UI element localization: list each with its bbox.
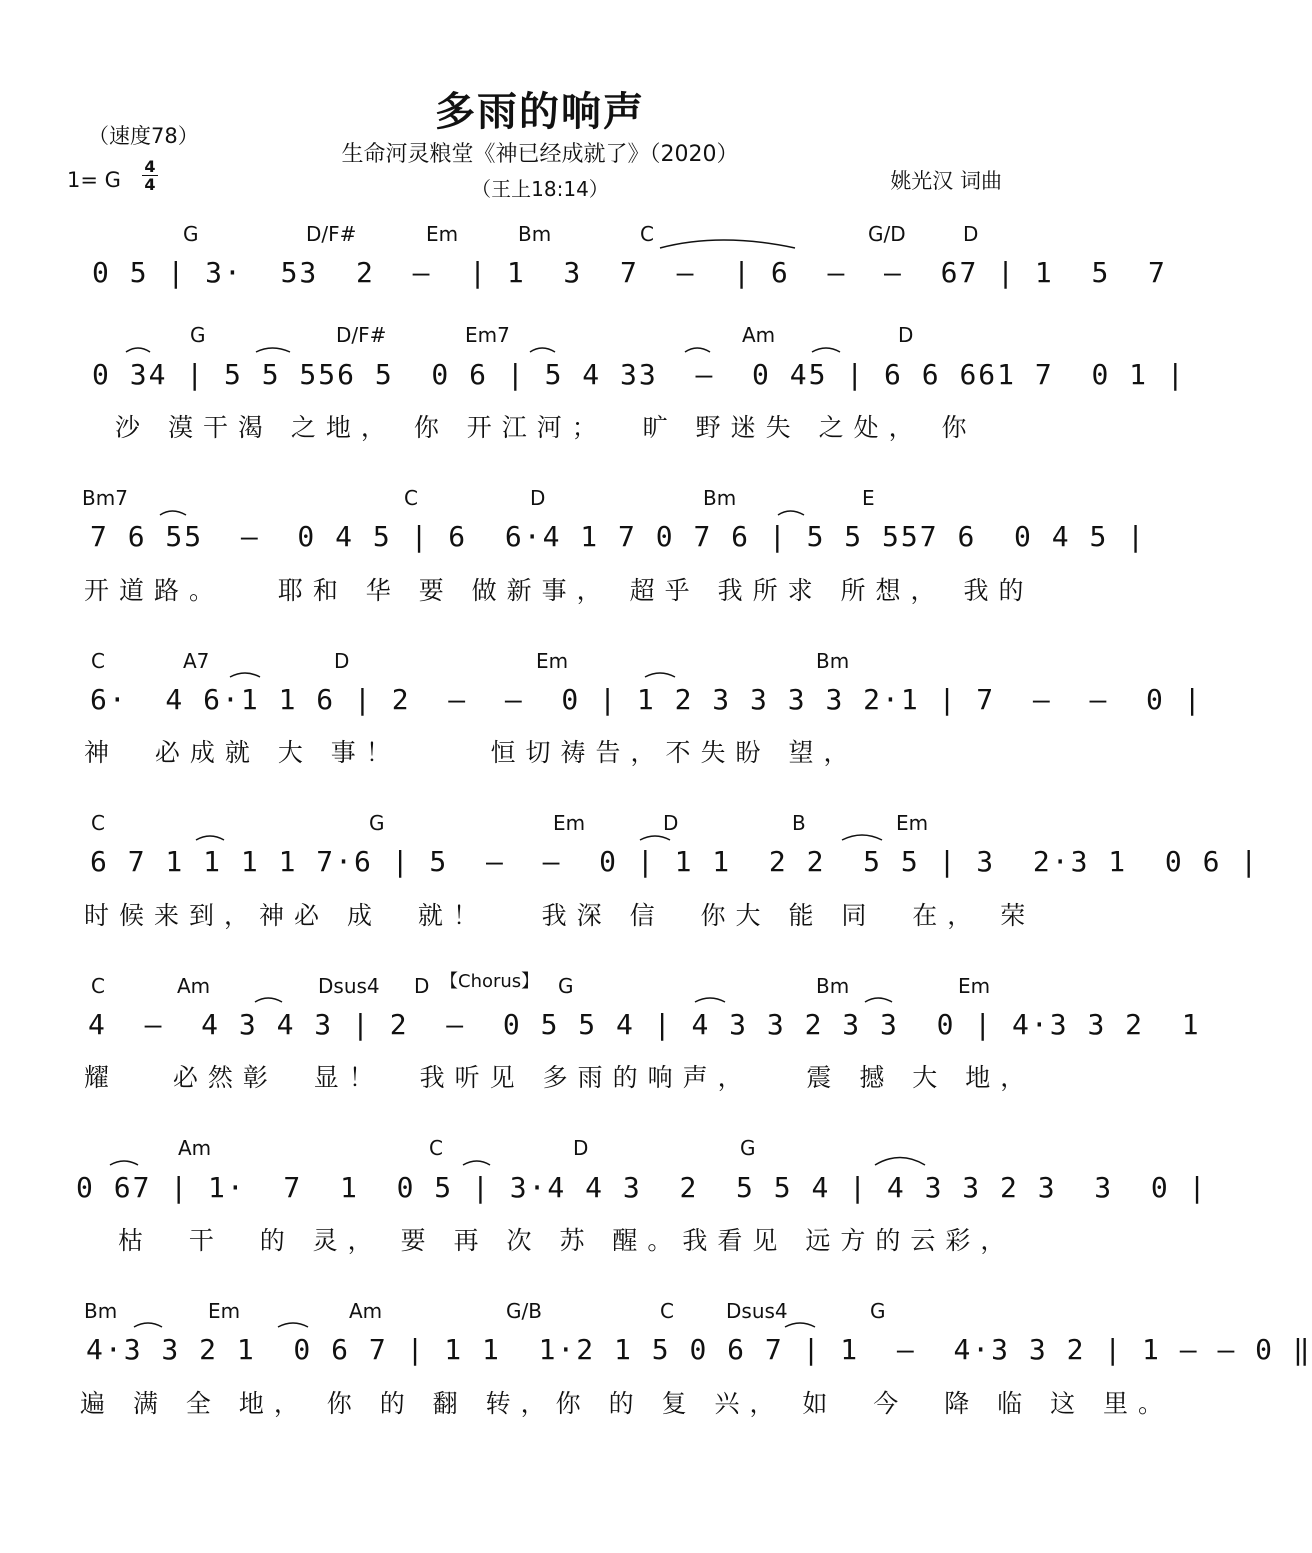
chord: Em bbox=[208, 1299, 241, 1323]
slur-arc bbox=[530, 348, 555, 352]
chord: Em bbox=[958, 974, 991, 998]
chord: A7 bbox=[183, 649, 210, 673]
notation-line: 6· 4 6·1 1 6 | 2 – – 0 | 1 2 3 3 3 3 2·1 | 7 – – 0 | bbox=[90, 683, 1203, 716]
chord: D bbox=[573, 1136, 589, 1160]
chord: D bbox=[414, 974, 430, 998]
notation-line: 0 67 | 1· 7 1 0 5 | 3·4 4 3 2 5 5 4 | 4 3 3 2 3 3 0 | bbox=[76, 1171, 1208, 1204]
lyric-line: 遍 满 全 地， 你 的 翻 转，你 的 复 兴， 如 今 降 临 这 里。 bbox=[80, 1389, 1174, 1418]
lyric-line: 枯 干 的 灵， 要 再 次 苏 醒。我看见 远方的云彩， bbox=[100, 1226, 1016, 1255]
slur-arc bbox=[875, 1158, 925, 1166]
lyric-line: 耀 必然彰 显！ 我听见 多雨的响声， 震 撼 大 地， bbox=[84, 1063, 1036, 1092]
key-signature: 1= G bbox=[67, 168, 121, 192]
slur-arc bbox=[160, 511, 186, 515]
chord: G bbox=[740, 1136, 756, 1160]
song-subtitle: 生命河灵粮堂《神已经成就了》（2020） bbox=[341, 142, 739, 167]
chord: Bm bbox=[518, 222, 552, 246]
chord: C bbox=[429, 1136, 443, 1160]
slur-arc bbox=[645, 673, 675, 677]
lyric-line: 沙 漠干渴 之地， 你 开江河； 旷 野迷失 之处， 你 bbox=[115, 413, 977, 442]
slur-arc bbox=[640, 836, 670, 840]
chord: G bbox=[183, 222, 199, 246]
slur-arc bbox=[778, 511, 804, 515]
chord: D bbox=[898, 323, 914, 347]
chord: D bbox=[530, 486, 546, 510]
chord: C bbox=[91, 974, 105, 998]
slur-arc bbox=[463, 1161, 490, 1165]
composer-credit: 姚光汉 词曲 bbox=[890, 169, 1002, 193]
slur-arc bbox=[685, 348, 710, 352]
slur-arc bbox=[196, 836, 224, 840]
lyric-line: 开道路。 耶和 华 要 做新事， 超乎 我所求 所想， 我的 bbox=[84, 576, 1034, 605]
chord: Bm bbox=[703, 486, 737, 510]
chord: Em bbox=[896, 811, 929, 835]
chord: D bbox=[663, 811, 679, 835]
slur-arc bbox=[256, 348, 290, 352]
chord: Em bbox=[426, 222, 459, 246]
slur-arc bbox=[230, 673, 260, 677]
chord: Em bbox=[553, 811, 586, 835]
chord: Bm7 bbox=[82, 486, 128, 510]
chord: C bbox=[404, 486, 418, 510]
chord: D bbox=[963, 222, 979, 246]
tie-arc bbox=[660, 240, 795, 248]
chord: C bbox=[91, 649, 105, 673]
notation-line: 7 6 55 – 0 4 5 | 6 6·4 1 7 0 7 6 | 5 5 557 6 0 4 5 | bbox=[90, 520, 1147, 553]
chorus-marker: 【Chorus】 bbox=[440, 971, 540, 992]
chord: Am bbox=[742, 323, 776, 347]
chord: Am bbox=[177, 974, 211, 998]
slur-arc bbox=[842, 835, 882, 840]
time-signature-denominator: 4 bbox=[144, 175, 156, 194]
chord: Am bbox=[349, 1299, 383, 1323]
chord: G bbox=[558, 974, 574, 998]
chord: Bm bbox=[84, 1299, 118, 1323]
lyric-line: 神 必成就 大 事！ 恒切祷告，不失盼 望， bbox=[84, 738, 859, 767]
chord: Bm bbox=[816, 974, 850, 998]
chord: G/B bbox=[506, 1299, 542, 1323]
chord: D/F# bbox=[336, 323, 387, 347]
chord: C bbox=[640, 222, 654, 246]
slur-arc bbox=[278, 1323, 308, 1327]
chord: G/D bbox=[868, 222, 906, 246]
chord: C bbox=[660, 1299, 674, 1323]
lyric-line: 时候来到，神必 成 就！ 我深 信 你大 能 同 在， 荣 bbox=[84, 901, 1036, 930]
chord: G bbox=[870, 1299, 886, 1323]
scripture-reference: （王上18:14） bbox=[471, 177, 609, 201]
chord: Am bbox=[178, 1136, 212, 1160]
chord: E bbox=[862, 486, 875, 510]
chord: C bbox=[91, 811, 105, 835]
slur-arc bbox=[134, 1323, 162, 1327]
chord: B bbox=[792, 811, 806, 835]
slur-arc bbox=[812, 348, 840, 352]
song-title: 多雨的响声 bbox=[435, 89, 645, 135]
tempo-marking: （速度78） bbox=[88, 124, 199, 148]
chord: G bbox=[190, 323, 206, 347]
chord: Bm bbox=[816, 649, 850, 673]
notation-line: 4 – 4 3 4 3 | 2 – 0 5 5 4 | 4 3 3 2 3 3 0 | 4·3 3 2 1 bbox=[88, 1008, 1201, 1041]
notation-line: 0 34 | 5 5 556 5 0 6 | 5 4 33 – 0 45 | 6 6 661 7 0 1 | bbox=[92, 358, 1186, 391]
chord: G bbox=[369, 811, 385, 835]
notation-line: 6 7 1 1 1 1 7·6 | 5 – – 0 | 1 1 2 2 5 5 | 3 2·3 1 0 6 | bbox=[90, 845, 1260, 878]
slur-arc bbox=[110, 1161, 138, 1165]
notation-line: 4·3 3 2 1 0 6 7 | 1 1 1·2 1 5 0 6 7 | 1 – 4·3 3 2 | 1 – – 0 ‖ bbox=[86, 1333, 1312, 1366]
chord: Dsus4 bbox=[726, 1299, 788, 1323]
chord: Dsus4 bbox=[318, 974, 380, 998]
slur-arc bbox=[695, 998, 725, 1002]
slur-arc bbox=[865, 998, 892, 1002]
chord: D/F# bbox=[306, 222, 357, 246]
slur-arc bbox=[785, 1323, 815, 1327]
slur-arc bbox=[126, 348, 150, 352]
chord: D bbox=[334, 649, 350, 673]
notation-line: 0 5 | 3· 53 2 – | 1 3 7 – | 6 – – 67 | 1 5 7 bbox=[92, 256, 1167, 289]
slur-arc bbox=[255, 998, 282, 1002]
chord: Em7 bbox=[465, 323, 510, 347]
time-signature-numerator: 4 bbox=[142, 158, 158, 176]
chord: Em bbox=[536, 649, 569, 673]
